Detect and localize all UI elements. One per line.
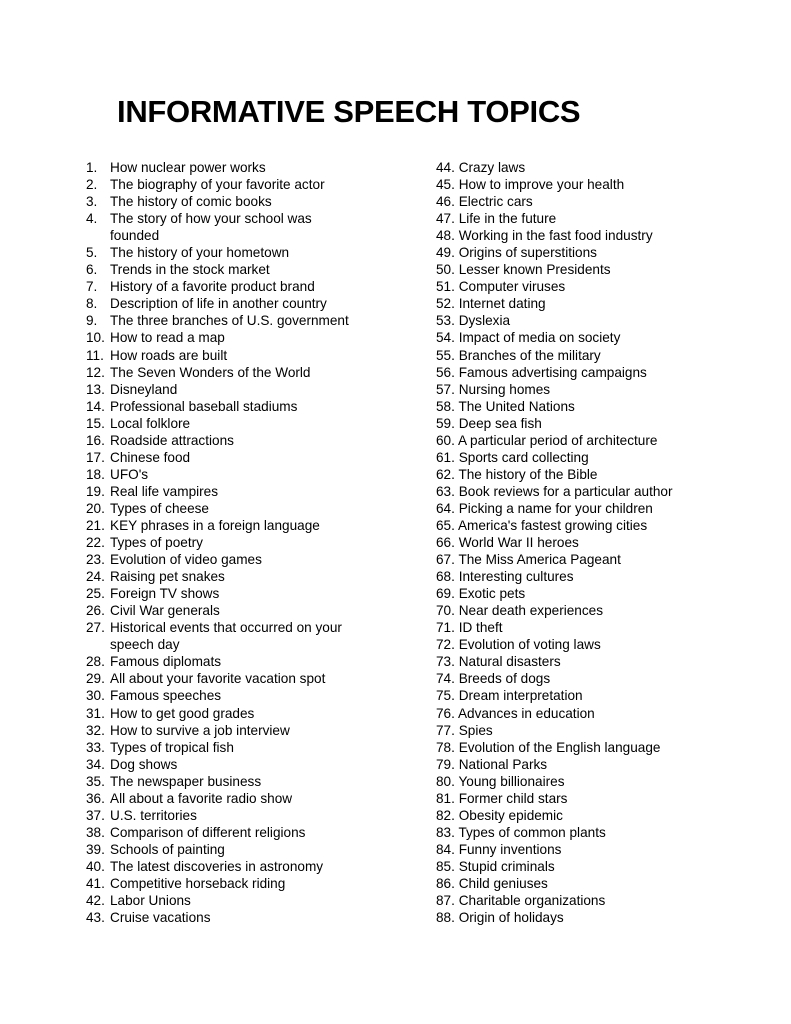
topic-number: 26. <box>86 603 105 619</box>
topic-text: Breeds of dogs <box>458 671 551 687</box>
topic-number: 67. <box>436 552 455 568</box>
topic-text: Origins of superstitions <box>458 245 597 261</box>
topic-item <box>436 398 736 415</box>
topic-text: How to improve your health <box>458 177 625 193</box>
topic-item <box>86 364 376 381</box>
topic-number: 71. <box>436 620 455 636</box>
topic-text: Crazy laws <box>458 160 526 175</box>
topic-number: 37. <box>86 807 105 823</box>
topic-item <box>436 602 736 619</box>
topic-text: The Seven Wonders of the World <box>110 364 311 380</box>
topic-item <box>436 875 736 892</box>
topic-item <box>436 364 736 381</box>
topic-item <box>86 892 376 909</box>
topic-text: The Miss America Pageant <box>458 552 621 568</box>
topic-number: 65. <box>436 517 455 533</box>
topic-number: 12. <box>86 364 105 380</box>
topic-item <box>436 517 736 534</box>
topic-text: How to survive a job interview <box>110 722 290 738</box>
topic-item <box>86 705 376 722</box>
topic-item <box>86 585 376 602</box>
topic-text: Types of poetry <box>110 535 203 551</box>
topic-number: 22. <box>86 535 105 551</box>
topic-item <box>86 824 376 841</box>
topic-item <box>86 193 376 210</box>
topic-item <box>436 381 736 398</box>
topic-item <box>436 347 736 364</box>
topic-text: Chinese food <box>110 449 191 465</box>
topic-item <box>436 500 736 517</box>
topic-item <box>86 159 376 176</box>
topic-item <box>86 841 376 858</box>
topic-item <box>436 483 736 500</box>
topic-number: 42. <box>86 893 105 909</box>
topic-item <box>436 705 736 722</box>
topic-text: ID theft <box>458 620 503 636</box>
topic-number: 16. <box>86 432 105 448</box>
topic-item <box>436 739 736 756</box>
topic-number: 31. <box>86 705 105 721</box>
topic-number: 55. <box>436 347 455 363</box>
topic-item <box>436 432 736 449</box>
topic-number: 44. <box>436 160 455 175</box>
topic-item <box>86 551 376 568</box>
topic-item <box>86 381 376 398</box>
topic-item <box>86 449 376 466</box>
topic-number: 20. <box>86 500 105 516</box>
topic-item <box>86 415 376 432</box>
topic-item <box>436 858 736 875</box>
topic-text: Schools of painting <box>110 841 225 857</box>
topic-number: 54. <box>436 330 455 346</box>
topic-item <box>436 329 736 346</box>
topic-item <box>436 670 736 687</box>
topic-item <box>436 824 736 841</box>
topic-text: How to read a map <box>110 330 225 346</box>
topic-item <box>86 722 376 739</box>
topic-text: Description of life in another country <box>110 296 327 312</box>
topic-text: Computer viruses <box>458 279 566 295</box>
topic-number: 77. <box>436 722 455 738</box>
topic-number: 59. <box>436 415 455 431</box>
topic-text: Working in the fast food industry <box>458 228 653 244</box>
topic-number: 15. <box>86 415 105 431</box>
topic-number: 30. <box>86 688 105 704</box>
topic-text: Branches of the military <box>458 347 601 363</box>
topic-item <box>86 739 376 756</box>
topic-item <box>436 176 736 193</box>
topic-number: 13. <box>86 381 105 397</box>
topic-text: Local folklore <box>110 415 191 431</box>
topic-text: The biography of your favorite actor <box>110 177 325 193</box>
topic-number: 36. <box>86 790 105 806</box>
topic-text: Evolution of the English language <box>458 739 661 755</box>
topic-text: Types of common plants <box>458 824 606 840</box>
topic-number: 41. <box>86 875 105 891</box>
topic-text: The history of the Bible <box>458 466 598 482</box>
topic-item <box>436 807 736 824</box>
topic-item <box>86 329 376 346</box>
topic-number: 58. <box>436 398 455 414</box>
topic-number: 35. <box>86 773 105 789</box>
topic-text: Origin of holidays <box>458 910 564 926</box>
topic-number: 80. <box>436 773 455 789</box>
topic-text: Charitable organizations <box>458 893 606 909</box>
topic-item <box>436 841 736 858</box>
topic-item <box>86 500 376 517</box>
page-title: INFORMATIVE SPEECH TOPICS <box>117 94 581 129</box>
topic-item <box>86 312 376 329</box>
topic-text: Former child stars <box>458 790 568 806</box>
topic-number: 27. <box>86 620 105 636</box>
topic-item <box>436 312 736 329</box>
topic-text: Deep sea fish <box>458 415 542 431</box>
topic-number: 73. <box>436 654 455 670</box>
topic-item <box>86 687 376 704</box>
topic-number: 87. <box>436 893 455 909</box>
topic-item <box>436 551 736 568</box>
topic-text: All about your favorite vacation spot <box>110 671 326 687</box>
topic-number: 61. <box>436 449 455 465</box>
topic-text: Professional baseball stadiums <box>110 398 298 414</box>
topic-text: Trends in the stock market <box>110 262 270 278</box>
topic-number: 17. <box>86 449 105 465</box>
topic-number: 85. <box>436 858 455 874</box>
topic-text: Famous speeches <box>110 688 222 704</box>
topic-text: Civil War generals <box>110 603 220 619</box>
topic-text: Book reviews for a particular author <box>458 483 673 499</box>
topic-text: Impact of media on society <box>458 330 621 346</box>
topic-item <box>86 568 376 585</box>
topic-text: Stupid criminals <box>458 858 555 874</box>
topic-item <box>86 244 376 261</box>
topic-text: A particular period of architecture <box>457 432 658 448</box>
topic-text: Famous advertising campaigns <box>458 364 647 380</box>
topic-number: 32. <box>86 722 105 738</box>
topic-number: 40. <box>86 858 105 874</box>
topic-number: 24. <box>86 569 105 585</box>
topic-item <box>436 295 736 312</box>
topic-text: Natural disasters <box>458 654 561 670</box>
topic-text: How nuclear power works <box>110 160 266 175</box>
topic-number: 47. <box>436 211 455 227</box>
topic-number: 88. <box>436 910 455 926</box>
topic-item <box>86 653 376 670</box>
topic-item <box>436 619 736 636</box>
topic-number: 69. <box>436 586 455 602</box>
topic-number: 51. <box>436 279 455 295</box>
topic-text: The history of comic books <box>110 194 272 210</box>
topic-list-right <box>436 159 736 926</box>
topic-text: Foreign TV shows <box>110 586 220 602</box>
topic-item <box>436 636 736 653</box>
topic-text: World War II heroes <box>458 535 579 551</box>
topic-number: 50. <box>436 262 455 278</box>
topic-text: How to get good grades <box>110 705 255 721</box>
topic-number: 21. <box>86 517 105 533</box>
topic-number: 45. <box>436 177 455 193</box>
topic-item <box>86 534 376 551</box>
topic-text: KEY phrases in a foreign language <box>110 517 320 533</box>
topic-number: 57. <box>436 381 455 397</box>
topic-number: 79. <box>436 756 455 772</box>
topic-number: 70. <box>436 603 455 619</box>
topic-number: 78. <box>436 739 455 755</box>
topic-number: 9. <box>86 313 98 329</box>
topic-text: Labor Unions <box>110 893 191 909</box>
topic-item <box>436 687 736 704</box>
topic-text: Famous diplomats <box>110 654 222 670</box>
topic-text: Obesity epidemic <box>458 807 563 823</box>
topic-text: Evolution of video games <box>110 552 262 568</box>
topic-number: 63. <box>436 483 455 499</box>
topic-item <box>86 466 376 483</box>
topic-number: 19. <box>86 483 105 499</box>
topic-item <box>86 432 376 449</box>
topic-number: 29. <box>86 671 105 687</box>
topic-number: 11. <box>86 347 104 363</box>
topic-number: 84. <box>436 841 455 857</box>
topic-item <box>86 619 376 653</box>
topic-text: National Parks <box>458 756 548 772</box>
topic-text: All about a favorite radio show <box>110 790 293 806</box>
topic-number: 23. <box>86 552 105 568</box>
topic-item <box>436 227 736 244</box>
topic-item <box>86 858 376 875</box>
topic-number: 4. <box>86 211 98 227</box>
topic-text: Real life vampires <box>110 483 219 499</box>
topic-text: Life in the future <box>458 211 557 227</box>
topic-text: Types of tropical fish <box>110 739 234 755</box>
topic-number: 8. <box>86 296 98 312</box>
topic-number: 82. <box>436 807 455 823</box>
topic-number: 56. <box>436 364 455 380</box>
topic-number: 34. <box>86 756 105 772</box>
topic-number: 43. <box>86 910 105 926</box>
topic-number: 1. <box>86 160 98 175</box>
topic-item <box>86 670 376 687</box>
topic-text: Dyslexia <box>458 313 511 329</box>
topic-text: The newspaper business <box>110 773 262 789</box>
topic-item <box>86 176 376 193</box>
topic-text: Internet dating <box>458 296 546 312</box>
topic-item <box>86 210 376 244</box>
topic-item <box>436 415 736 432</box>
topic-item <box>436 244 736 261</box>
topic-item <box>86 790 376 807</box>
topic-text: History of a favorite product brand <box>110 279 315 295</box>
topic-item <box>86 347 376 364</box>
topic-item <box>436 653 736 670</box>
topic-number: 2. <box>86 177 98 193</box>
topic-item <box>86 278 376 295</box>
topic-number: 76. <box>436 705 455 721</box>
topic-number: 28. <box>86 654 105 670</box>
topic-number: 52. <box>436 296 455 312</box>
topic-text: Funny inventions <box>458 841 562 857</box>
topic-text: The three branches of U.S. government <box>110 313 349 329</box>
topic-item <box>436 159 736 176</box>
topic-text: U.S. territories <box>110 807 197 823</box>
topic-text: Interesting cultures <box>458 569 574 585</box>
topic-text: Nursing homes <box>458 381 551 397</box>
topic-number: 62. <box>436 466 455 482</box>
topic-item <box>436 466 736 483</box>
topic-item <box>436 534 736 551</box>
topic-number: 53. <box>436 313 455 329</box>
topic-item <box>86 261 376 278</box>
topic-item <box>436 756 736 773</box>
topic-item <box>436 585 736 602</box>
topic-item <box>86 909 376 926</box>
topic-text: Raising pet snakes <box>110 569 225 585</box>
topic-item <box>86 773 376 790</box>
topic-number: 72. <box>436 637 455 653</box>
topic-list-left <box>86 159 376 926</box>
topic-text: Roadside attractions <box>110 432 234 448</box>
topic-text: Sports card collecting <box>458 449 589 465</box>
topic-number: 81. <box>436 790 455 806</box>
topic-number: 75. <box>436 688 455 704</box>
topic-number: 46. <box>436 194 455 210</box>
topic-item <box>436 193 736 210</box>
topic-text: The United Nations <box>458 398 575 414</box>
topic-number: 10. <box>86 330 105 346</box>
topic-number: 25. <box>86 586 105 602</box>
topic-item <box>86 807 376 824</box>
topic-text: Types of cheese <box>110 500 209 516</box>
topic-number: 3. <box>86 194 98 210</box>
topic-text: Child geniuses <box>458 875 548 891</box>
topic-item <box>436 568 736 585</box>
topic-text: Near death experiences <box>458 603 604 619</box>
topic-item <box>436 449 736 466</box>
topic-number: 39. <box>86 841 105 857</box>
topic-item <box>86 295 376 312</box>
topic-number: 5. <box>86 245 98 261</box>
topic-text: Exotic pets <box>458 586 526 602</box>
topic-item <box>436 278 736 295</box>
topic-text: How roads are built <box>110 347 228 363</box>
topic-number: 68. <box>436 569 455 585</box>
topic-item <box>436 722 736 739</box>
topic-text: Cruise vacations <box>110 910 211 926</box>
topic-text: UFO's <box>110 466 149 482</box>
topic-number: 60. <box>436 432 455 448</box>
topic-number: 86. <box>436 875 455 891</box>
topic-text: Comparison of different religions <box>110 824 306 840</box>
topic-number: 7. <box>86 279 98 295</box>
topic-item <box>86 602 376 619</box>
topic-text: The latest discoveries in astronomy <box>110 858 324 874</box>
topic-item <box>436 210 736 227</box>
topic-number: 48. <box>436 228 455 244</box>
topic-item <box>86 875 376 892</box>
topic-text: Dream interpretation <box>458 688 583 704</box>
topic-number: 74. <box>436 671 455 687</box>
topic-item <box>86 756 376 773</box>
topic-text: The history of your hometown <box>110 245 290 261</box>
topic-number: 14. <box>86 398 105 414</box>
topic-item <box>86 398 376 415</box>
topic-text: Dog shows <box>110 756 178 772</box>
topic-text: America's fastest growing cities <box>457 517 648 533</box>
topic-item <box>86 517 376 534</box>
topic-text: Evolution of voting laws <box>458 637 601 653</box>
topic-text: Disneyland <box>110 381 178 397</box>
topic-text: Competitive horseback riding <box>110 875 286 891</box>
topic-number: 66. <box>436 535 455 551</box>
topic-text: Young billionaires <box>458 773 565 789</box>
topic-text: Electric cars <box>458 194 533 210</box>
topic-text: The story of how your school was founded <box>110 211 312 244</box>
topic-number: 18. <box>86 466 105 482</box>
topic-item <box>436 790 736 807</box>
topic-item <box>436 909 736 926</box>
topic-number: 49. <box>436 245 455 261</box>
topic-text: Picking a name for your children <box>458 500 653 516</box>
topic-number: 33. <box>86 739 105 755</box>
topic-item <box>86 483 376 500</box>
topic-number: 83. <box>436 824 455 840</box>
topic-text: Lesser known Presidents <box>458 262 611 278</box>
topic-text: Advances in education <box>457 705 595 721</box>
topic-number: 6. <box>86 262 98 278</box>
topic-text: Historical events that occurred on your speech day <box>110 620 342 653</box>
topic-text: Spies <box>458 722 493 738</box>
topic-item <box>436 892 736 909</box>
topic-number: 38. <box>86 824 105 840</box>
topic-number: 64. <box>436 500 455 516</box>
topic-item <box>436 261 736 278</box>
topic-item <box>436 773 736 790</box>
